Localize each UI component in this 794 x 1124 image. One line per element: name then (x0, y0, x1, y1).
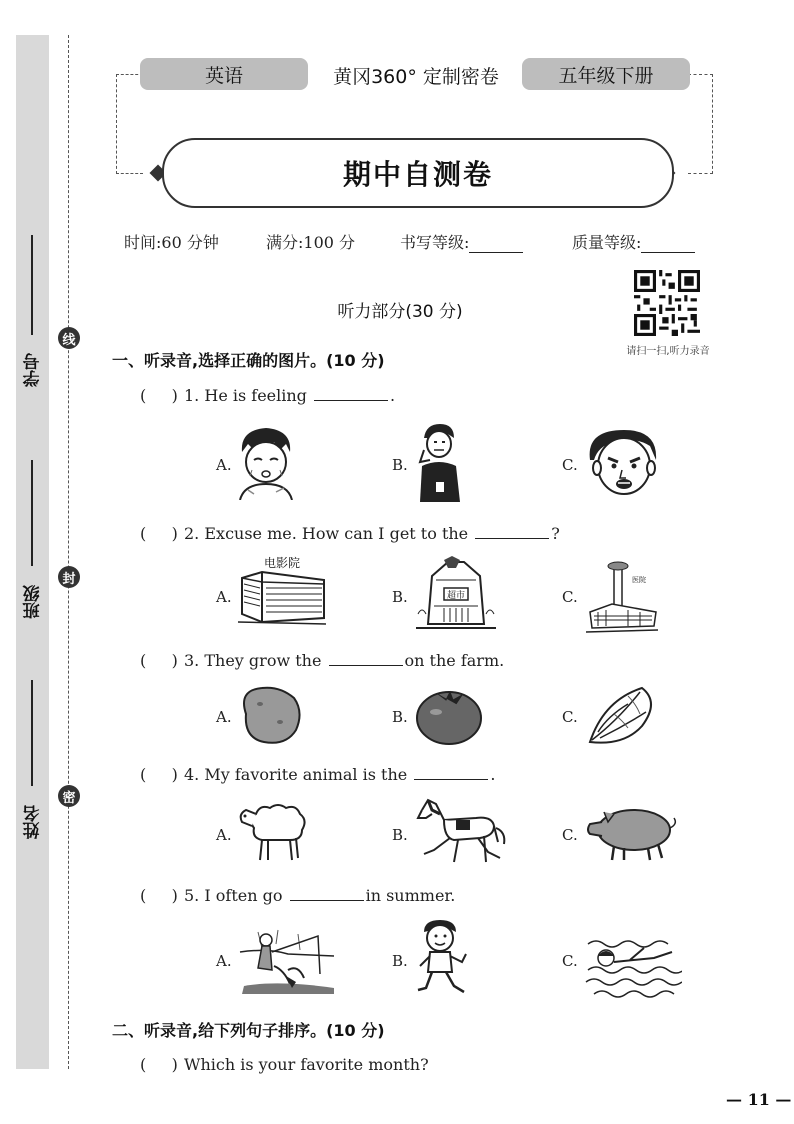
student-id-blank (31, 235, 33, 335)
option-letter: A. (216, 708, 232, 726)
answer-paren[interactable]: ( ) (140, 886, 178, 905)
supermarket-label: 超市 (446, 591, 466, 601)
question-text-after: in summer. (365, 886, 456, 905)
cinema-label: 电影院 (263, 556, 301, 570)
hospital-picture[interactable] (584, 556, 660, 634)
qr-code-icon[interactable] (634, 270, 700, 336)
question-number: 1. (184, 386, 200, 405)
answer-blank[interactable] (414, 765, 488, 780)
swimming-picture[interactable] (584, 928, 682, 998)
option-letter: A. (216, 826, 232, 844)
header-dash-left (116, 74, 143, 174)
part-2-title: 二、听录音,给下列句子排序。(10 分) (112, 1021, 385, 1040)
writing-grade-label: 书写等级: (400, 233, 470, 252)
option-letter: B. (392, 952, 408, 970)
page-number: — 11 — (726, 1090, 792, 1109)
binding-dashed-line (68, 35, 69, 1069)
question-text-after: . (390, 386, 396, 405)
class-blank (31, 460, 33, 566)
part-1-title: 一、听录音,选择正确的图片。(10 分) (112, 351, 385, 370)
name-label: 姓名 (23, 805, 44, 839)
option-letter: C. (562, 588, 578, 606)
question-4 (140, 765, 495, 784)
question-number: 3. (184, 651, 200, 670)
cinema-picture[interactable] (236, 554, 328, 626)
answer-blank[interactable] (314, 386, 388, 401)
option-letter: B. (392, 588, 408, 606)
section-header: 听力部分(30 分) (337, 302, 463, 322)
fishing-picture[interactable] (238, 926, 338, 996)
answer-paren[interactable]: ( ) (140, 524, 178, 543)
score-info: 满分:100 分 (266, 233, 356, 252)
question-5 (140, 886, 455, 905)
exam-title-box (162, 138, 674, 208)
sick-boy-picture[interactable] (412, 422, 466, 502)
question-text-after: ? (551, 524, 560, 543)
quality-grade (572, 230, 695, 253)
option-letter: C. (562, 952, 578, 970)
answer-paren[interactable]: ( ) (140, 765, 178, 784)
horse-picture[interactable] (414, 796, 508, 866)
grade-label: 五年级下册 (522, 58, 690, 90)
question-text-after: on the farm. (404, 651, 505, 670)
time-info: 时间:60 分钟 (124, 233, 219, 252)
subject-label: 英语 (140, 58, 308, 90)
question-text-after: . (490, 765, 496, 784)
question-text: He is feeling (204, 386, 307, 405)
option-letter: C. (562, 708, 578, 726)
quality-grade-blank[interactable] (641, 236, 695, 253)
cabbage-picture[interactable] (584, 684, 660, 748)
part-2-sentence-1 (140, 1055, 429, 1074)
answer-blank[interactable] (475, 524, 549, 539)
exam-title: 期中自测卷 (342, 158, 493, 191)
pig-picture[interactable] (584, 802, 678, 862)
answer-paren[interactable]: ( ) (140, 651, 178, 670)
sentence-text: Which is your favorite month? (184, 1055, 429, 1074)
answer-blank[interactable] (290, 886, 364, 901)
answer-blank[interactable] (329, 651, 403, 666)
option-letter: A. (216, 588, 232, 606)
name-blank (31, 680, 33, 786)
question-text: They grow the (204, 651, 322, 670)
option-letter: A. (216, 456, 232, 474)
header-dash-right (688, 74, 713, 174)
binding-strip (16, 35, 49, 1069)
question-2 (140, 524, 560, 543)
tomato-picture[interactable] (414, 684, 484, 746)
student-id-label: 学号 (23, 353, 44, 387)
quality-grade-label: 质量等级: (572, 233, 642, 252)
hospital-label: 医院 (632, 576, 646, 584)
question-number: 2. (184, 524, 200, 543)
question-number: 5. (184, 886, 200, 905)
seal-line-badge: 线 (58, 327, 80, 349)
supermarket-picture[interactable] (414, 554, 498, 632)
question-1 (140, 386, 395, 405)
answer-paren[interactable]: ( ) (140, 1055, 178, 1074)
running-boy-picture[interactable] (414, 918, 470, 1002)
question-text: I often go (204, 886, 283, 905)
answer-paren[interactable]: ( ) (140, 386, 178, 405)
seal-secret-badge: 密 (58, 785, 80, 807)
option-letter: B. (392, 826, 408, 844)
tired-boy-picture[interactable] (234, 424, 298, 500)
option-letter: A. (216, 952, 232, 970)
series-title: 黄冈360° 定制密卷 (333, 65, 499, 88)
question-3 (140, 651, 504, 670)
option-letter: C. (562, 456, 578, 474)
seal-seal-badge: 封 (58, 566, 80, 588)
question-text: Excuse me. How can I get to the (204, 524, 469, 543)
potato-picture[interactable] (236, 684, 304, 746)
angry-boy-picture[interactable] (584, 426, 662, 500)
qr-caption: 请扫一扫,听力录音 (626, 346, 710, 357)
writing-grade (400, 230, 523, 253)
question-text: My favorite animal is the (204, 765, 408, 784)
question-number: 4. (184, 765, 200, 784)
option-letter: B. (392, 708, 408, 726)
option-letter: B. (392, 456, 408, 474)
option-letter: C. (562, 826, 578, 844)
class-label: 班级 (23, 585, 44, 619)
sheep-picture[interactable] (236, 796, 310, 864)
writing-grade-blank[interactable] (469, 236, 523, 253)
